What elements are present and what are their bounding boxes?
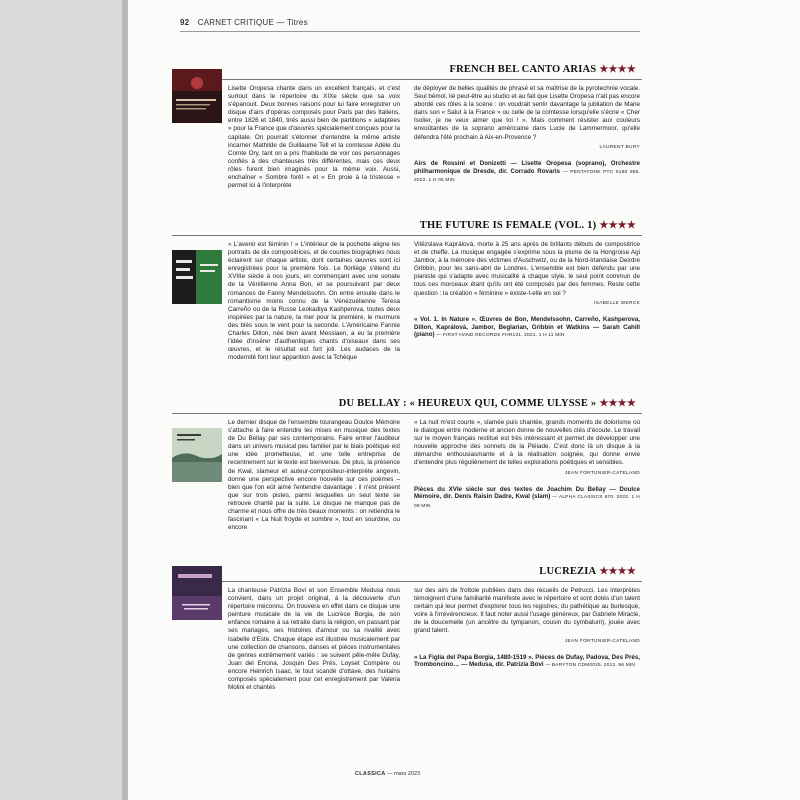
review-title: DU BELLAY : « HEUREUX QUI, COMME ULYSSE » ★★★★ (338, 398, 636, 409)
section-divider (172, 581, 642, 582)
review-text-left: La chanteuse Patrizia Bovi et son Ensemble Medusa nous convient, dans un projet original, à la découverte d'un répertoire méconnu. On trouvera en effet dans ce disque une peinture musicale de la vie de Lucrèce Borgia, de son enfance romaine à sa retraite dans la religion, en passant par ses mariages, ses histoires d'amour ou sa rivalité avec Isabelle d'Este. Chaque étape est illustrée musicalement par une collection de chansons, danses et pièces instrumentales de genres extrêmement variés : se suivent pêle-mêle Dufay, Juan del Encina, Josquin Des Prés, Loyset Compère ou encore Heinrich Isaac, le tout scandé d'ottave, des huitains composés spécialement pour cet enregistrement par Valeria Molini et chantés (228, 587, 400, 692)
magazine-name: CLASSICA (355, 771, 386, 777)
reviewer-signature: JEAN FORTUNIER-CATELAND (564, 470, 640, 476)
header-divider (180, 31, 640, 32)
section-divider (172, 413, 642, 414)
rating-stars: ★★★★ (599, 566, 636, 577)
issue-date: mars 2023 (394, 771, 421, 777)
review-text-right: « La nuit m'est courte », slamée puis chantée, grands moments de dolorisme où le dialogue entre moderne et ancien donne de nouvelles clés d'écoute. Le travail sur le moyen français restitué est très intéressant et permet de développer une nouvelle approche des sonnets de la Pléiade. C'est donc là un disque à la démarche enthousiasmante et à la réalisation soignée, qui donne envie d'entendre plus régulièrement de telles explorations poétiques et sensibles. JEAN FORTUNIER-CATELAND Pièces du XVIe siècle sur des textes de Joachim Du Bellay — Doulce Mémoire, dir. Denis Raisin Dadre, Kwal (slam) — ALPHA CLASSICS 870. 2022. 1 H 09 MIN (414, 419, 640, 510)
reviewer-signature: ISABELLE WERCK (593, 300, 640, 306)
album-credits: Airs de Rossini et Donizetti — Lisette Oropesa (soprano), Orchestre philharmonique de Dresde, dir. Corrado Rovaris — PENTATONE PTC 5186 955. 2022. 1 H 05 MIN (414, 159, 641, 184)
review-title: THE FUTURE IS FEMALE (VOL. 1) ★★★★ (419, 220, 636, 231)
section-divider (172, 79, 642, 80)
review-title: FRENCH BEL CANTO ARIAS ★★★★ (449, 64, 636, 75)
review-text-left: Lisette Oropesa chante dans un excellent français, et c'est surtout dans le répertoire du XIXe siècle que sa voix s'épanouit. Deux bonnes raisons pour lui faire enregistrer un disque d'airs d'opéras composés pour Paris par des Italiens, entre 1826 et 1840, tirés aussi bien de partitions « adaptées » pour la France que d'œuvres spécialement conçues pour la capitale. On pourrait s'étonner d'entendre la même artiste incarner Mathilde de Guillaume Tell et la comtesse Adèle du Comte Ory, tant on a pris l'habitude de voir ces personnages confiés à des chanteuses très différentes, mais ces deux rôles furent bien imaginés pour la même voix. Aussi, enchaîner « Sombre forêt » et « En proie à la tristesse » permet ici à l'interprète (228, 85, 400, 190)
album-credits: « La Figlia del Papa Borgia, 1480-1519 ». Pièces de Dufay, Padova, Des Prés, Tromboncino… — Medusa, dir. Patrizia Bovi — BARYTON CDM0025. 2012. 56 MIN (414, 653, 640, 669)
review-title: LUCREZIA ★★★★ (539, 566, 636, 577)
section-divider (172, 235, 642, 236)
section-name: CARNET CRITIQUE (197, 18, 274, 27)
subsection-name: Titres (286, 18, 308, 27)
review-text-left: Le dernier disque de l'ensemble tourangeau Doulce Mémoire s'attache à faire entendre les mises en musique des textes de Du Bellay par ses contemporains. Faire entrer l'auditeur dans un univers musical peu familier par le biais poétique est une idée prometteuse, et une telle entreprise de recentrement sur le texte est bienvenue. De plus, la présence de Kwal, slameur et auteur-compositeur-interprète angevin, donne une perspective encore nouvelle sur ces poèmes – bien que l'on eût aimé l'entendre davantage : il n'est présent que sur trois pistes, parmi lesquelles un seul texte se retrouve chanté par la suite. Le disque ne manque pas de charme et nous offre de très beaux moments : on retiendra le fascinant « La Nuit froyde et sombre », tout en sourdine, ou encore (228, 419, 400, 532)
rating-stars: ★★★★ (599, 220, 636, 231)
review-text-right: de déployer de belles qualités de phrasé et sa maîtrise de la pyrotechnie vocale. Seul bémol, lié peut-être au studio et au fait que Lisette Oropesa n'ait pas encore abordé ces rôles à la scène : on voudrait sentir davantage la jubilation de Marie dans son « Salut à la France » ou celle de la comtesse lorsqu'elle s'écrie « Cher Isolier, je ne veux aimer que toi ! ». Mais comment résister aux couleurs envoûtantes de la soprano américaine dans Lucie de Lammermoor, qu'elle défendra l'été prochain à Aix-en-Provence ? LAURENT BURY Airs de Rossini et Donizetti — Lisette Oropesa (soprano), Orchestre philharmonique de Dresde, dir. Corrado Rovaris — PENTATONE PTC 5186 955. 2022. 1 H 05 MIN (414, 85, 641, 184)
page-number: 92 (180, 18, 190, 27)
album-credits: Pièces du XVIe siècle sur des textes de Joachim Du Bellay — Doulce Mémoire, dir. Denis Raisin Dadre, Kwal (slam) — ALPHA CLASSICS 870. 2022. 1 H 09 MIN (414, 485, 640, 510)
review-text-right: sur des airs de frottole publiées dans des recueils de Petrucci. Les interprètes témoignent d'une familiarité manifeste avec le répertoire et sont dotés d'un talent certain qui leur permet d'explorer tous les registres, du pathétique au burlesque, voire à l'irrévérencieux. Il faut noter aussi l'usage généreux, par Gabriele Miracle, de la doucemelle (un ancêtre du tympanon, cousin du cymbalum), jouée avec grand talent. JEAN FORTUNIER-CATELAND « La Figlia del Papa Borgia, 1480-1519 ». Pièces de Dufay, Padova, Des Prés, Tromboncino… — Medusa, dir. Patrizia Bovi — BARYTON CDM0025. 2012. 56 MIN (414, 587, 640, 669)
review-text-right: Vitězslava Kaprálová, morte à 25 ans après de brillants débuts de compositrice et de cheffe. La musique engagée s'exprime sous la plume de la Hongroise Agi Jambor, à la mémoire des victimes d'Auschwitz, ou de la Nord-Irlandaise Deirdre Gribbin, pour les sans-abri de Londres. L'ensemble est bien défendu par une pianiste qui s'adapte avec musicalité à chaque style, le seul point commun de tous ces morceaux étant qu'ils ont été composés par des femmes. Reste cette question : la création « féminine » existe-t-elle en soi ? ISABELLE WERCK « Vol. 1. In Nature ». Œuvres de Bon, Mendelssohn, Carreño, Kashperova, Dillon, Kaprálová, Jambor, Beglarian, Gribbin et Watkins — Sarah Cahill (piano) — FIRST HAND RECORDS FHR131. 2021. 1 H 11 MIN (414, 241, 640, 339)
review-du-bellay (172, 398, 642, 548)
page-header: 92 CARNET CRITIQUE — Titres (180, 18, 308, 27)
page-footer: CLASSICA — mars 2023 (355, 771, 421, 777)
review-lucrezia (172, 566, 642, 716)
review-future-is-female (172, 220, 642, 380)
review-french-bel-canto (172, 64, 642, 214)
album-credits: « Vol. 1. In Nature ». Œuvres de Bon, Mendelssohn, Carreño, Kashperova, Dillon, Kaprálová, Jambor, Beglarian, Gribbin et Watkins — Sarah Cahill (piano) — FIRST HAND RECORDS FHR131. 2021. 1 H 11 MIN (414, 315, 640, 339)
review-text-left: « L'avenir est féminin ! » L'intérieur de la pochette aligne les portraits de dix compositrices, et de courtes biographies nous éclairent sur chaque artiste, dont certaines œuvres sont ici enregistrées pour la première fois. Le florilège s'étend du XVIIIe siècle à nos jours, en commençant avec une sonate de la Vénitienne Anna Bon, et se poursuivant par deux romances de Fanny Mendelssohn. On entre ensuite dans le romantisme moins connu de la Vénézuélienne Teresa Carreño ou de la Russe Leokadiya Kashperova, toutes deux inspirées par la nature, la mer pour la première, le murmure des blés sous le vent pour la seconde. L'Américaine Fannie Charles Dillon, née bien avant Messiaen, a eu la première l'idée d'insérer d'authentiques chants d'oiseaux dans ses œuvres, et le résultat est fort joli. Les audaces de la modernité font leur apparition avec la Tchèque (228, 241, 400, 362)
rating-stars: ★★★★ (599, 398, 636, 409)
reviewer-signature: JEAN FORTUNIER-CATELAND (564, 638, 640, 644)
rating-stars: ★★★★ (599, 64, 636, 75)
reviewer-signature: LAURENT BURY (599, 144, 640, 150)
